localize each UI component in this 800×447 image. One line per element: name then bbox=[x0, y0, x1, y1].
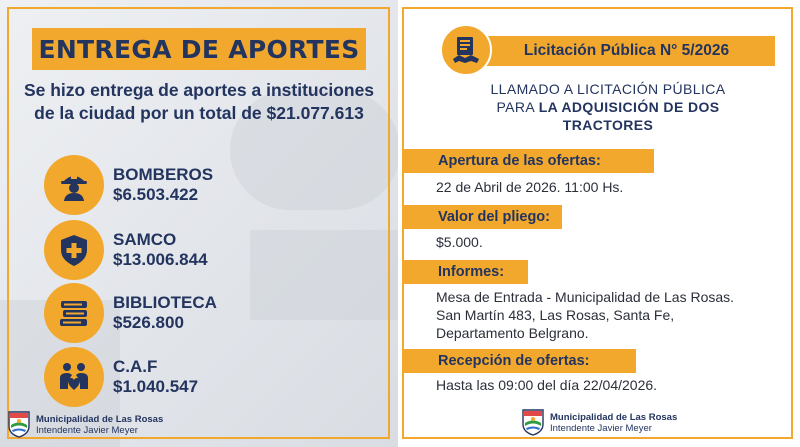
books-icon bbox=[44, 283, 104, 343]
municipality-logo bbox=[8, 411, 30, 438]
municipality-footer bbox=[8, 411, 163, 438]
call-line-2-bold: LA ADQUISICIÓN DE DOS bbox=[538, 99, 720, 115]
section-text-recepcion: Hasta las 09:00 del día 22/04/2026. bbox=[436, 377, 658, 393]
entry-caf bbox=[44, 347, 198, 407]
section-label-text: Valor del pliego: bbox=[438, 209, 550, 225]
municipality-logo bbox=[522, 409, 544, 436]
municipality-footer bbox=[522, 409, 677, 436]
medical-shield-icon bbox=[44, 220, 104, 280]
title-banner bbox=[32, 28, 366, 70]
entry-amount: $13.006.844 bbox=[113, 250, 208, 269]
section-text-informes: Mesa de Entrada - Municipalidad de Las Rosas. San Martín 483, Las Rosas, Santa Fe, Departamento Belgrano. bbox=[436, 289, 735, 341]
footer-mayor: Intendente Javier Meyer bbox=[36, 424, 138, 436]
entry-samco bbox=[44, 220, 208, 280]
entry-name: C.A.F bbox=[113, 357, 158, 376]
entry-biblioteca bbox=[44, 283, 217, 343]
entry-amount: $526.800 bbox=[113, 313, 184, 332]
licitacion-banner bbox=[450, 36, 775, 66]
document-handshake-icon bbox=[440, 24, 492, 76]
section-label-valor bbox=[404, 205, 562, 229]
call-line-2-prefix: PARA bbox=[496, 99, 539, 115]
call-text bbox=[458, 80, 758, 134]
section-label-text: Recepción de ofertas: bbox=[438, 353, 590, 369]
section-text-apertura: 22 de Abril de 2026. 11:00 Hs. bbox=[436, 179, 624, 195]
footer-municipality: Municipalidad de Las Rosas bbox=[550, 411, 678, 423]
call-line-3-bold: TRACTORES bbox=[562, 117, 654, 133]
footer-mayor: Intendente Javier Meyer bbox=[550, 422, 652, 434]
intro-text: Se hizo entrega de aportes a instituciones de la ciudad por un total de $21.077.613 bbox=[23, 80, 375, 123]
section-label-text: Informes: bbox=[438, 264, 505, 280]
entry-name: SAMCO bbox=[113, 230, 177, 249]
entry-amount: $1.040.547 bbox=[113, 377, 199, 396]
entry-name: BOMBEROS bbox=[113, 165, 214, 184]
section-label-text: Apertura de las ofertas: bbox=[438, 153, 601, 169]
licitacion-panel bbox=[402, 0, 800, 447]
entry-bomberos bbox=[44, 155, 213, 215]
section-label-recepcion bbox=[404, 349, 636, 373]
family-icon bbox=[44, 347, 104, 407]
footer-municipality: Municipalidad de Las Rosas bbox=[36, 413, 164, 425]
section-label-informes bbox=[404, 260, 528, 284]
page-title: ENTREGA DE APORTES bbox=[38, 34, 360, 64]
aportes-panel bbox=[0, 0, 398, 447]
section-label-apertura bbox=[404, 149, 654, 173]
entry-name: BIBLIOTECA bbox=[113, 293, 217, 312]
call-line-1: LLAMADO A LICITACIÓN PÚBLICA bbox=[490, 81, 726, 97]
entry-amount: $6.503.422 bbox=[113, 185, 199, 204]
section-text-valor: $5.000. bbox=[436, 234, 483, 250]
firefighter-icon bbox=[44, 155, 104, 215]
licitacion-title: Licitación Pública N° 5/2026 bbox=[523, 42, 730, 59]
